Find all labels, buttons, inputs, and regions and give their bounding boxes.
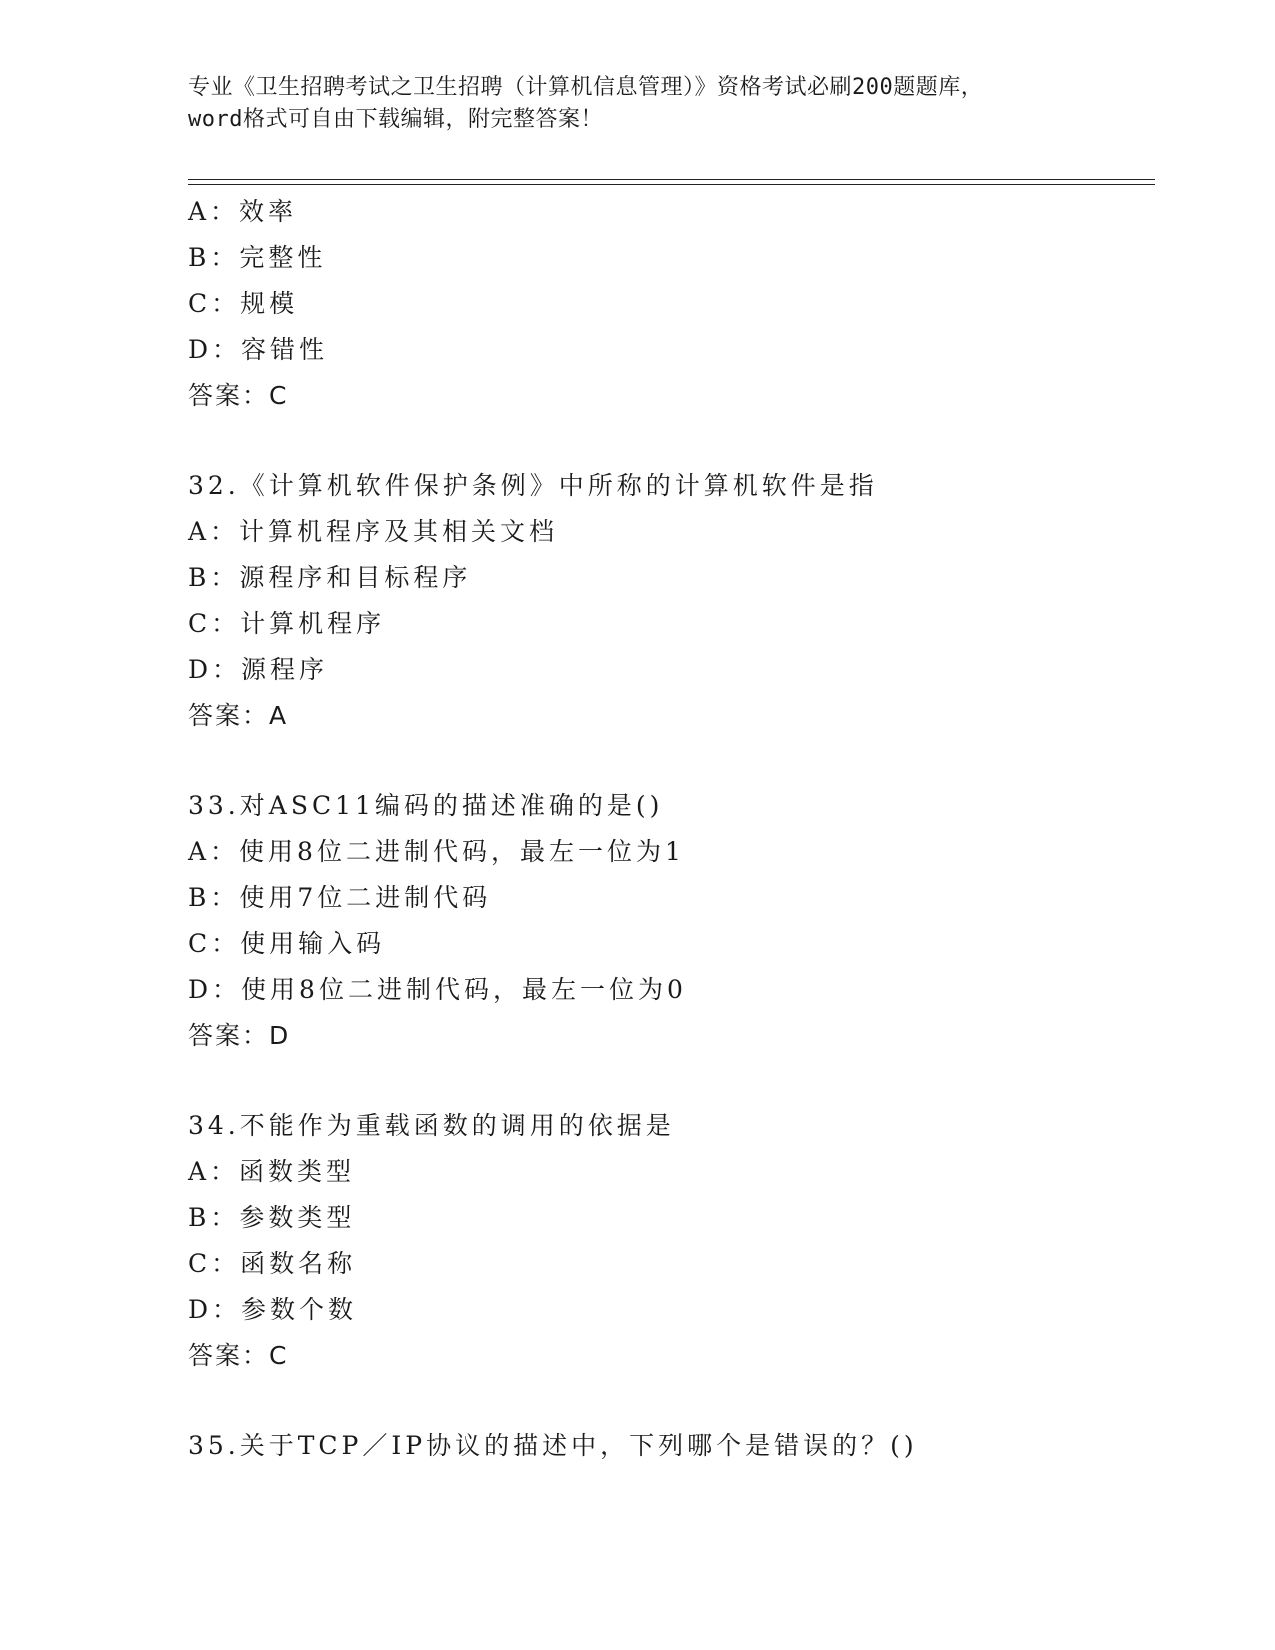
option-b: B：使用7位二进制代码: [188, 883, 492, 912]
header-line-1: 专业《卫生招聘考试之卫生招聘（计算机信息管理）》资格考试必刷200题题库，: [188, 75, 984, 100]
question-list: [188, 189, 1148, 1469]
question-34: [188, 1103, 1148, 1379]
question-stem: 33.对ASC11编码的描述准确的是(): [188, 791, 664, 820]
question-32: [188, 463, 1148, 739]
answer: 答案：C: [188, 381, 289, 410]
header-rule-top: [188, 179, 1155, 180]
question-stem: 34.不能作为重载函数的调用的依据是: [188, 1111, 675, 1140]
header-line-2: word格式可自由下载编辑，附完整答案！: [188, 107, 603, 132]
option-d: D：使用8位二进制代码，最左一位为0: [188, 975, 687, 1004]
question-31: [188, 189, 1148, 419]
answer: 答案：D: [188, 1021, 291, 1050]
option-c: C：函数名称: [188, 1249, 357, 1278]
question-stem: 35.关于TCP／IP协议的描述中，下列哪个是错误的？(): [188, 1431, 918, 1460]
document-header: [188, 72, 1088, 136]
option-a: A：计算机程序及其相关文档: [188, 517, 559, 546]
option-c: C：使用输入码: [188, 929, 386, 958]
option-c: C：计算机程序: [188, 609, 386, 638]
option-a: A：效率: [188, 197, 298, 226]
question-33: [188, 783, 1148, 1059]
answer: 答案：C: [188, 1341, 289, 1370]
option-c: C：规模: [188, 289, 299, 318]
option-a: A：使用8位二进制代码，最左一位为1: [188, 837, 685, 866]
option-d: D：参数个数: [188, 1295, 358, 1324]
header-rule-bottom: [188, 184, 1155, 185]
option-a: A：函数类型: [188, 1157, 356, 1186]
option-b: B：参数类型: [188, 1203, 356, 1232]
answer: 答案：A: [188, 701, 289, 730]
option-b: B：源程序和目标程序: [188, 563, 472, 592]
option-d: D：容错性: [188, 335, 329, 364]
option-d: D：源程序: [188, 655, 329, 684]
question-stem: 32.《计算机软件保护条例》中所称的计算机软件是指: [188, 471, 878, 500]
option-b: B：完整性: [188, 243, 327, 272]
question-35: [188, 1423, 1148, 1469]
